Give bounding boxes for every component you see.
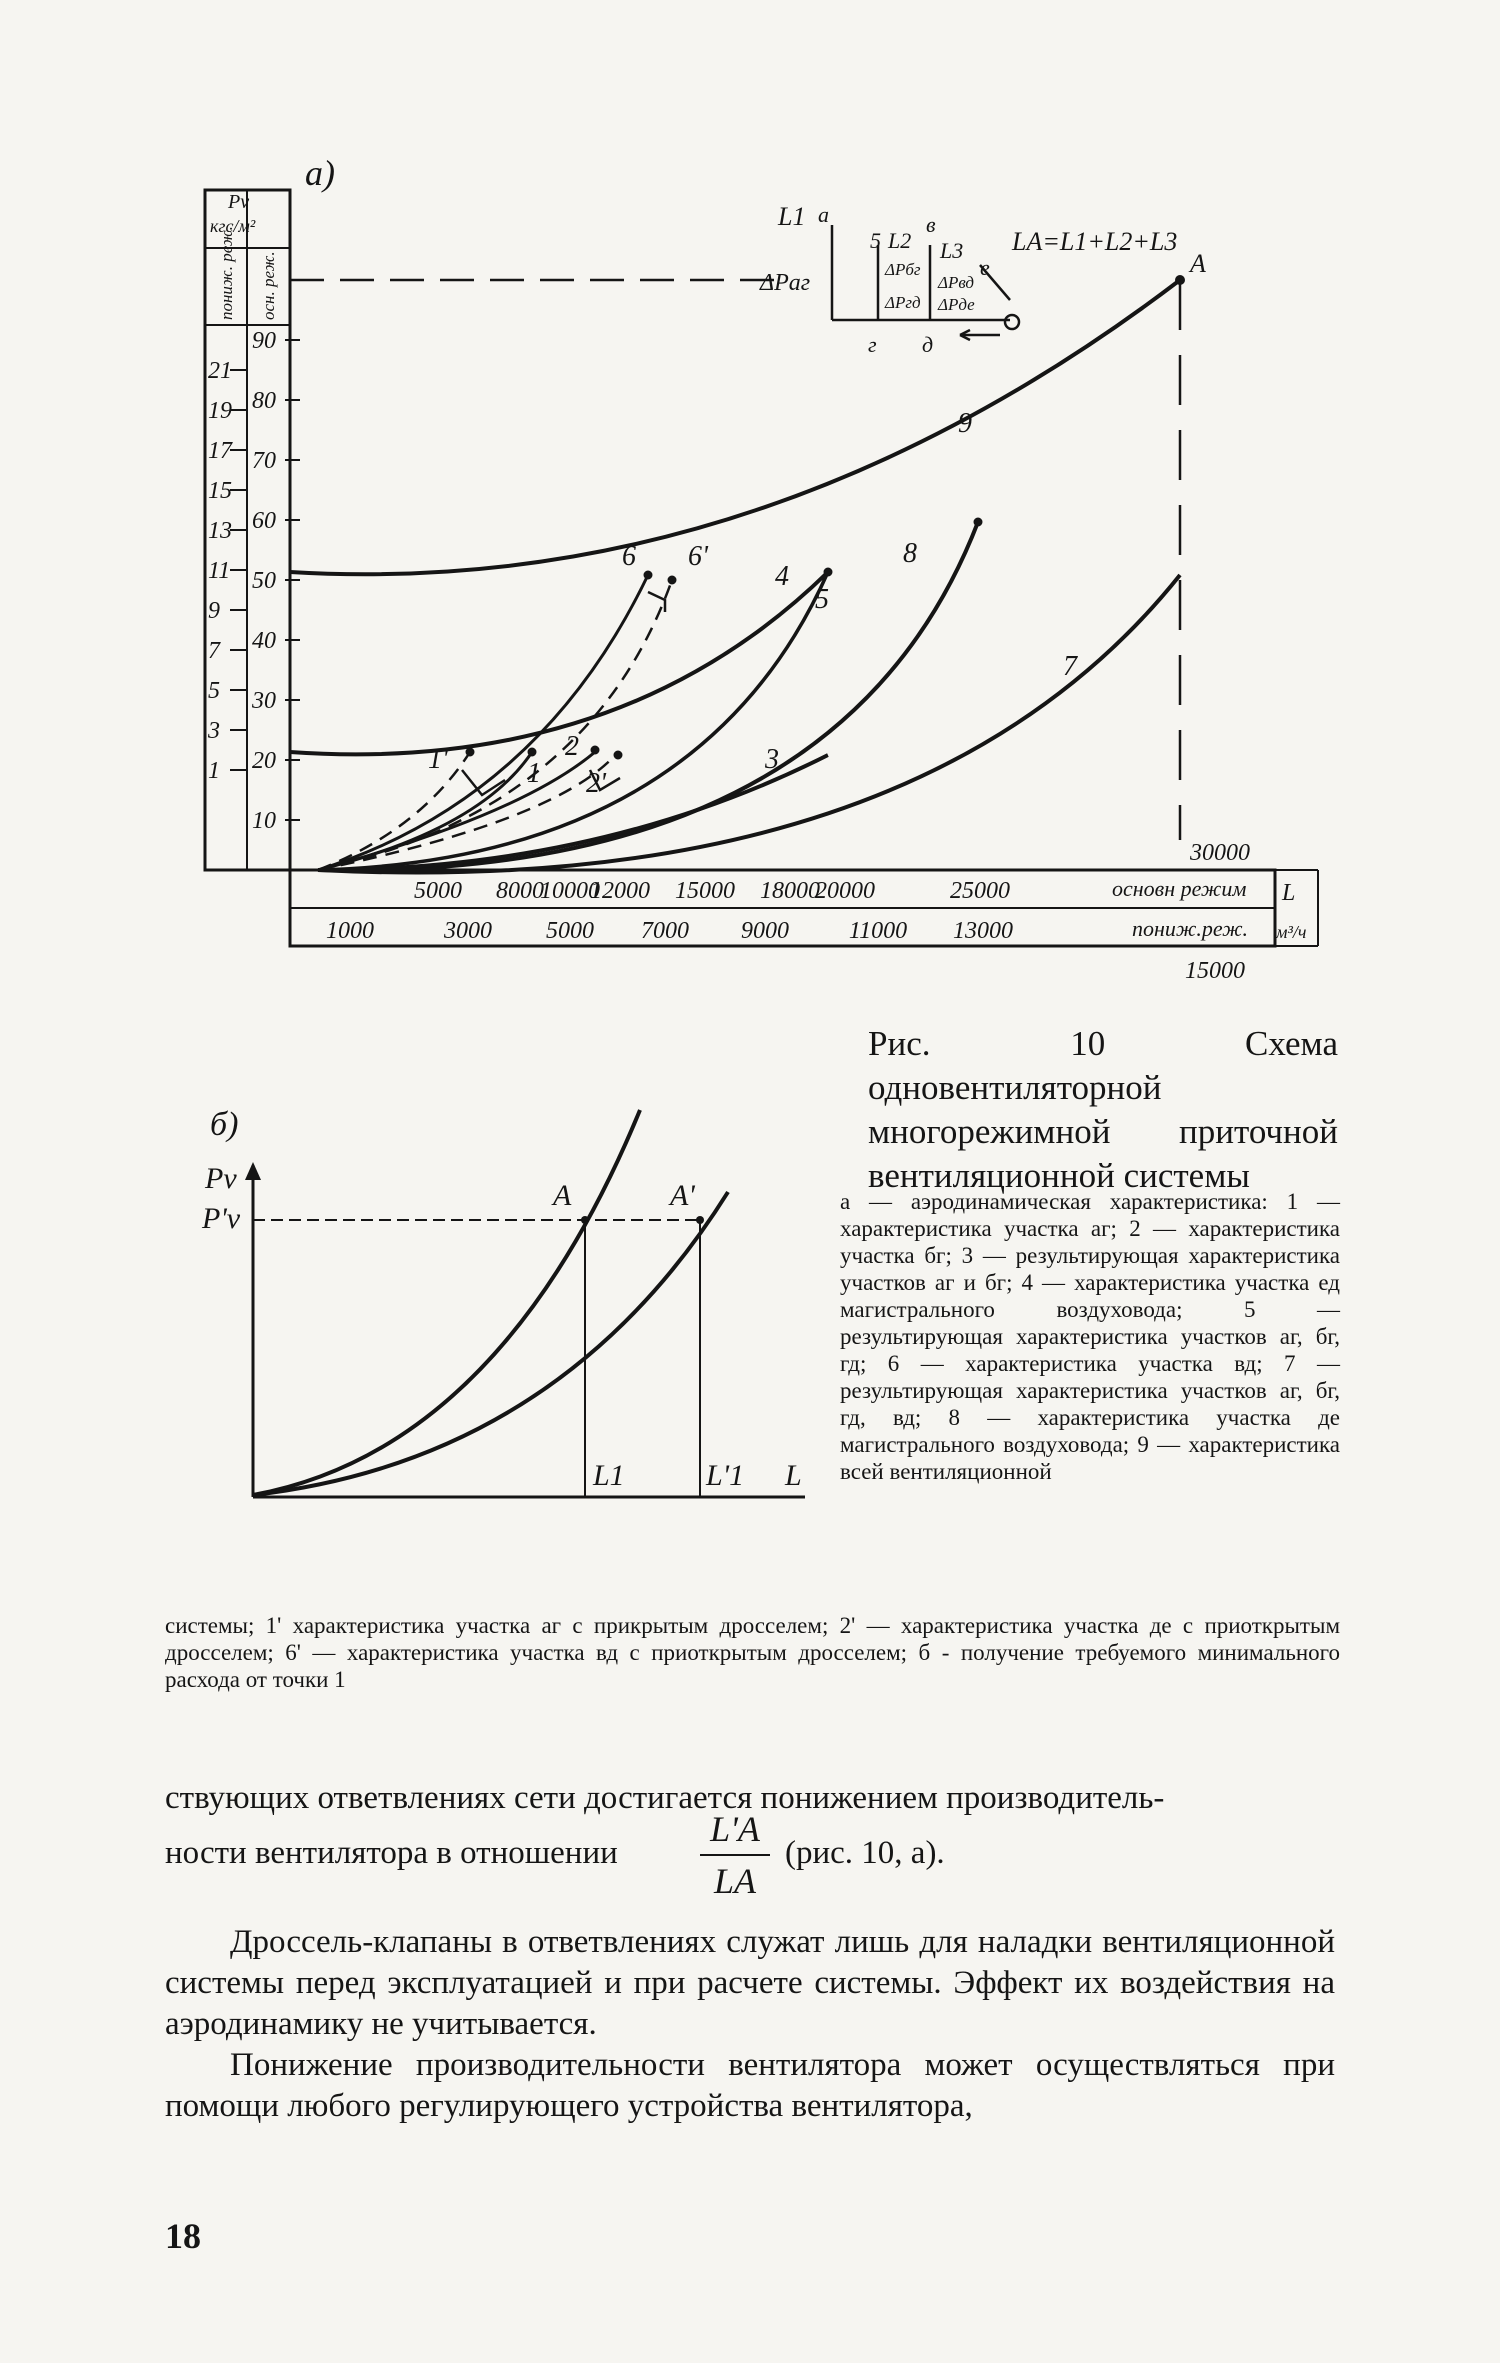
x-main-tick-7: 25000: [950, 878, 1010, 904]
curve-9: [290, 280, 1180, 574]
network-inset: [832, 225, 1019, 340]
x-low-tick-0: 1000: [326, 918, 374, 944]
body-paragraph-2: Дроссель-клапаны в ответвлениях служат лишь для наладки вентиляционной системы перед эксплуатацией и при расчете системы. Эффект их воздействия на аэродинамику не учитывается.: [165, 1924, 1335, 2042]
scale-col1-ticks: [207, 358, 247, 784]
panel-b-label: б): [210, 1106, 239, 1143]
inset-flow-l2: L2: [888, 228, 912, 253]
figure-caption-title: Рис. 10 Схема одновентиляторной многорежимной приточной вентиляционной системы: [868, 1024, 1338, 1195]
x-main-tick-5: 18000: [760, 878, 820, 904]
scale-col2-label: осн. реж.: [259, 251, 278, 320]
body-line-1: ствующих ответвлениях сети достигается понижением производитель-: [165, 1780, 1165, 1816]
curve-label-6-prime: 6': [688, 541, 708, 572]
body-paragraph-3: Понижение производительности вентилятора может осуществляться при помощи любого регулирующего устройства вентилятора,: [165, 2047, 1335, 2124]
col1-tick-9: 3: [208, 718, 220, 744]
curve-labels: [428, 408, 1078, 799]
x-end-low: 15000: [1185, 958, 1245, 984]
col1-tick-7: 7: [208, 638, 220, 664]
x-main-tick-6: 20000: [815, 878, 875, 904]
panel-b-point-a-prime: A': [670, 1179, 695, 1212]
col1-tick-2: 17: [208, 438, 232, 464]
inset-point-g: г: [868, 332, 877, 357]
col1-tick-4: 13: [208, 518, 232, 544]
panel-b-y-label-prime: P'v: [202, 1202, 241, 1235]
x-low-tick-3: 7000: [641, 918, 689, 944]
curve-label-4: 4: [775, 561, 789, 592]
col2-tick-5: 40: [252, 628, 276, 654]
ratio-reference: (рис. 10, а).: [785, 1835, 945, 1871]
inset-point-a: а: [818, 202, 829, 227]
panel-b-x-l1: L1: [593, 1459, 625, 1492]
curve-label-5: 5: [815, 584, 829, 615]
x-low-ticks: [326, 918, 1013, 944]
col2-tick-1: 80: [252, 388, 276, 414]
curve-4-base: [290, 572, 828, 754]
inset-equation: LA=L1+L2+L3: [1012, 227, 1178, 256]
col2-tick-3: 60: [252, 508, 276, 534]
x-main-tick-2: 10000: [540, 878, 600, 904]
x-end-main: 30000: [1190, 840, 1250, 866]
inset-drop-ag: ΔPаг: [760, 270, 811, 296]
figure-caption-body: а — аэродинамическая характеристика: 1 — характеристика участка аг; 2 — характеристика участка бг; 3 — результирующая характеристика участков аг и бг; 4 — характеристика участка ед магистрального воздуховода; 5 — результирующая характеристика участков аг, бг, гд; 6 — характеристика участка вд; 7 — результирующая характеристика участков аг, бг, гд, вд; 8 — характеристика участка де магистрального воздуховода; 9 — характеристика всей вентиляционной: [840, 1189, 1340, 1484]
inset-flow-l1: L1: [778, 202, 806, 231]
inset-flow-l3: L3: [940, 238, 964, 263]
curve-label-9: 9: [958, 408, 972, 439]
ratio-numerator: L'A: [700, 1808, 770, 1856]
x-low-label: пониж.реж.: [1132, 916, 1249, 941]
x-main-tick-3: 12000: [590, 878, 650, 904]
col1-tick-0: 21: [208, 358, 232, 384]
x-main-tick-4: 15000: [675, 878, 735, 904]
panel-b-curve: [253, 1110, 640, 1495]
col1-tick-1: 19: [208, 398, 232, 424]
inset-drop-gd: ΔPгд: [885, 293, 921, 312]
col1-tick-8: 5: [208, 678, 220, 704]
inset-drop-de: ΔPде: [938, 295, 975, 314]
page-number: 18: [165, 2216, 201, 2256]
curve-5: [318, 572, 828, 870]
inset-drop-vd: ΔPвд: [938, 273, 975, 292]
x-unit-value: м³/ч: [1276, 922, 1307, 942]
col1-tick-6: 9: [208, 598, 220, 624]
x-low-tick-6: 13000: [953, 918, 1013, 944]
x-main-ticks: [414, 878, 1010, 904]
panel-b-x-l: L: [785, 1459, 802, 1492]
col1-tick-3: 15: [208, 478, 232, 504]
curve-label-1: 1: [527, 758, 541, 789]
characteristic-curves: [290, 280, 1180, 873]
col2-tick-2: 70: [252, 448, 276, 474]
x-low-tick-1: 3000: [444, 918, 492, 944]
scale-col2-ticks: [251, 328, 300, 834]
curve-label-6: 6: [622, 541, 636, 572]
col2-tick-7: 20: [252, 748, 276, 774]
inset-number-5: 5: [870, 228, 881, 253]
scale-header: Pv: [228, 191, 250, 213]
body-line-2: ности вентилятора в отношении: [165, 1835, 618, 1871]
x-low-tick-2: 5000: [546, 918, 594, 944]
x-main-tick-1: 8000: [496, 878, 544, 904]
inset-point-d: д: [922, 332, 934, 357]
panel-b-x-l1-prime: L'1: [706, 1459, 745, 1492]
panel-b-curve-prime: [253, 1192, 728, 1495]
x-main-tick-0: 5000: [414, 878, 462, 904]
col2-tick-0: 90: [252, 328, 276, 354]
curve-label-2: 2: [565, 731, 579, 762]
panel-b: [201, 1106, 805, 1497]
col1-tick-5: 11: [208, 558, 231, 584]
panel-b-point-a: A: [553, 1179, 572, 1212]
x-main-label: основн режим: [1112, 876, 1247, 901]
x-low-tick-5: 11000: [848, 918, 908, 944]
curve-label-8: 8: [903, 538, 917, 569]
ratio-denominator: LA: [713, 1861, 756, 1901]
curve-label-3: 3: [765, 744, 779, 775]
col1-tick-10: 1: [208, 758, 220, 784]
curve-label-2-prime: 2': [586, 768, 606, 799]
x-unit-l: L: [1282, 880, 1296, 906]
inset-drop-bg: ΔPбг: [885, 260, 921, 279]
scale-col1-label: пониж. реж.: [217, 226, 236, 320]
col2-tick-8: 10: [252, 808, 276, 834]
flow-scale: [290, 840, 1318, 984]
panel-a: [205, 153, 1318, 984]
inset-point-v: в: [926, 212, 936, 237]
point-a-label: A: [1190, 249, 1206, 278]
panel-b-y-label: Pv: [205, 1162, 237, 1195]
col2-tick-4: 50: [252, 568, 276, 594]
curve-6-prime: [318, 580, 672, 870]
pressure-scale: [205, 190, 300, 870]
curve-label-1-prime: 1': [428, 744, 448, 775]
figure-caption-tail: системы; 1' характеристика участка аг с прикрытым дросселем; 2' — характеристика участка де с приоткрытым дросселем; 6' — характеристика участка вд с приоткрытым дросселем; б - получение требуемого минимального расхода от точки 1: [165, 1613, 1340, 1692]
flow-ratio: [700, 1808, 770, 1902]
scale-unit: кгс/м²: [210, 216, 256, 236]
col2-tick-6: 30: [252, 688, 276, 714]
x-low-tick-4: 9000: [741, 918, 789, 944]
inset-point-e: е: [980, 255, 990, 280]
panel-a-label: а): [305, 153, 335, 193]
curve-label-7: 7: [1063, 651, 1077, 682]
